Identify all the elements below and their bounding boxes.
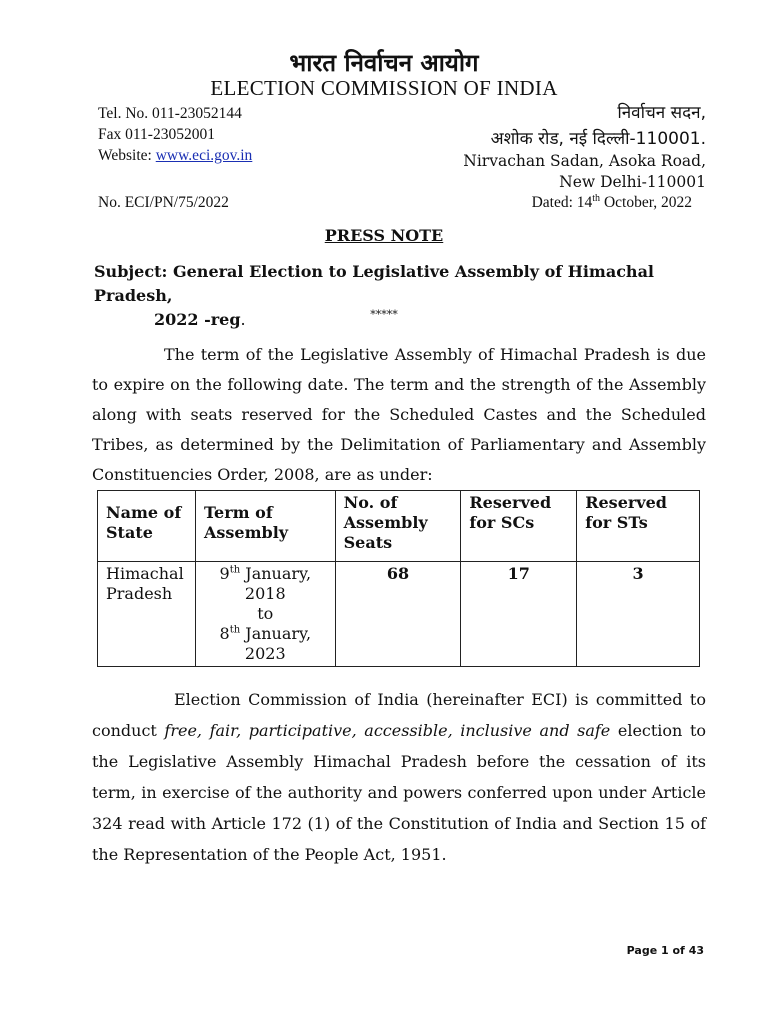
header-term-of-assembly: Term of Assembly <box>195 491 335 562</box>
tel-number: Tel. No. 011-23052144 <box>98 105 242 122</box>
header-assembly-seats: No. of Assembly Seats <box>335 491 461 562</box>
cell-sc: 17 <box>461 562 577 667</box>
address-line-1: Nirvachan Sadan, Asoka Road, <box>463 152 706 170</box>
state-line-2: Pradesh <box>106 584 173 603</box>
cell-st: 3 <box>577 562 700 667</box>
term-start-month: January, <box>240 564 312 583</box>
term-end-day: 8 <box>219 624 230 643</box>
paragraph-1-text: The term of the Legislative Assembly of Himachal Pradesh is due to expire on the following date. The term and the strength of the Assembly along with seats reserved for the Scheduled Castes and the Scheduled Tribes, as determined by the Delimitation of Parliamentary and Assembly Constituencies Order, 2008, are as under: <box>92 345 706 484</box>
header-reserved-sc: Reserved for SCs <box>461 491 577 562</box>
address-line-2: New Delhi-110001 <box>559 173 706 191</box>
date-sup: th <box>592 192 601 204</box>
hindi-title: भारत निर्वाचन आयोग <box>289 49 479 77</box>
date-prefix: Dated: 14 <box>531 194 593 211</box>
subject-end: . <box>240 310 246 329</box>
fax-number: Fax 011-23052001 <box>98 126 215 143</box>
header-reserved-st: Reserved for STs <box>577 491 700 562</box>
website-link[interactable]: www.eci.gov.in <box>155 147 253 164</box>
term-start-sup: th <box>229 564 241 576</box>
paragraph-2 <box>92 684 706 870</box>
term-end-sup: th <box>229 624 241 636</box>
paragraph-2-italic: free, fair, participative, accessible, inclusive and safe <box>164 721 611 740</box>
state-line-1: Himachal <box>106 564 184 583</box>
term-start-year: 2018 <box>244 584 286 603</box>
term-start-day: 9 <box>219 564 230 583</box>
reference-number: No. ECI/PN/75/2022 <box>98 194 229 211</box>
cell-state <box>98 562 196 667</box>
term-start <box>204 564 327 584</box>
date-suffix: October, 2022 <box>600 194 692 211</box>
hindi-address-line-2: अशोक रोड, नई दिल्ली-110001. <box>490 129 706 149</box>
paragraph-2-part-2: election to the Legislative Assembly Himachal Pradesh before the cessation of its term, in exercise of the authority and powers conferred upon under Article 324 read with Article 172 (1) of the Constitution of India and Section 15 of the Representation of the People Act, 1951. <box>92 721 707 864</box>
page-title: ELECTION COMMISSION OF INDIA <box>210 76 558 100</box>
assembly-table <box>97 490 700 667</box>
cell-seats: 68 <box>335 562 461 667</box>
page-total: 43 <box>688 944 704 957</box>
paragraph-1 <box>92 340 706 490</box>
header-name-of-state: Name of State <box>98 491 196 562</box>
term-end-year: 2023 <box>244 644 286 663</box>
term-to: to <box>257 604 274 623</box>
website-label: Website: <box>98 147 156 164</box>
separator-stars: ***** <box>370 308 398 321</box>
subject-text-1: : General Election to Legislative Assembly of Himachal Pradesh, <box>94 262 655 305</box>
term-end-month: January, <box>240 624 312 643</box>
website-line <box>98 147 252 165</box>
hindi-address-line-1: निर्वाचन सदन, <box>617 103 706 123</box>
subject-line <box>94 260 706 332</box>
table-row <box>98 562 700 667</box>
date-line <box>532 194 692 212</box>
page-number <box>627 944 704 957</box>
page-of: of <box>668 944 689 957</box>
page-current: 1 <box>661 944 669 957</box>
page-label: Page <box>626 944 662 957</box>
subject-label: Subject <box>94 262 162 281</box>
term-end <box>204 624 327 644</box>
paragraph-2-part-1: Election Commission of India (hereinafter ECI) is committed to conduct <box>92 690 706 740</box>
cell-term <box>195 562 335 667</box>
subject-text-2: 2022 -reg <box>154 310 241 329</box>
table-header-row <box>98 491 700 562</box>
press-note-heading: PRESS NOTE <box>324 226 444 245</box>
